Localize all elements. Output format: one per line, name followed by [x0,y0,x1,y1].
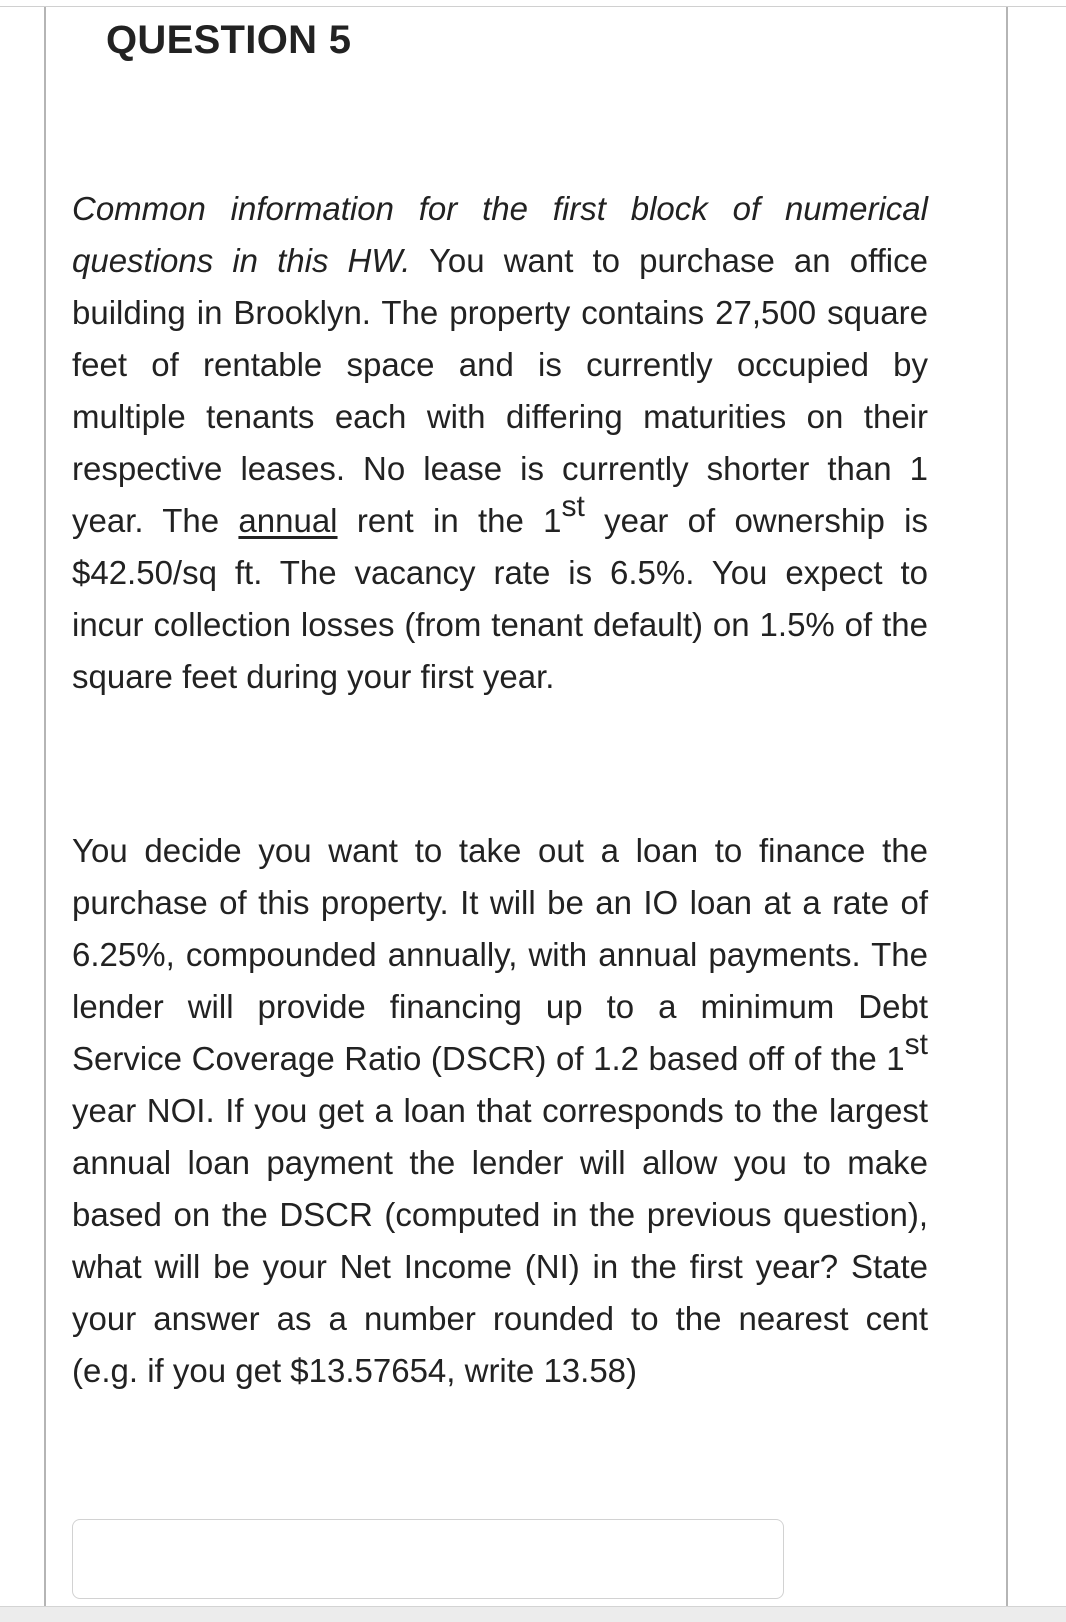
paragraph-2-text-a: You decide you want to take out a loan to finance the purchase of this property. It will be an IO loan at a rate of 6.25%, compounded annually, with annual payments. The lender will provide financing up to a minimum Debt Service Coverage Ratio (DSCR) of 1.2 based off of the 1 [72,832,928,1077]
ordinal-superscript: st [561,490,585,523]
ordinal-superscript: st [904,1028,928,1061]
intro-italic-text: Common information for the first block of numerical questions in this HW. [72,190,928,279]
paragraph-1-text-c: year of ownership is $42.50/sq ft. The vacancy rate is 6.5%. You expect to incur collection losses (from tenant default) on 1.5% of the square feet during your first year. [72,502,929,695]
question-paragraph-1 [72,183,928,703]
paragraph-1-text-b: rent in the 1 [337,502,562,539]
question-title: QUESTION 5 [106,18,352,62]
bottom-scroll-bar [0,1606,1066,1622]
paragraph-2-text-b: year NOI. If you get a loan that corresponds to the largest annual loan payment the lender will allow you to make based on the DSCR (computed in the previous question), what will be your Net Income (NI) in the first year? State your answer as a number rounded to the nearest cent (e.g. if you get $13.57654, write 13.58) [72,1092,928,1389]
underlined-word: annual [238,502,338,539]
answer-input[interactable] [72,1519,784,1599]
question-paragraph-2 [72,825,928,1397]
paragraph-1-text-a: You want to purchase an office building in Brooklyn. The property contains 27,500 square feet of rentable space and is currently occupied by multiple tenants each with differing maturities on their respective leases. No lease is currently shorter than 1 year. The [72,242,928,539]
